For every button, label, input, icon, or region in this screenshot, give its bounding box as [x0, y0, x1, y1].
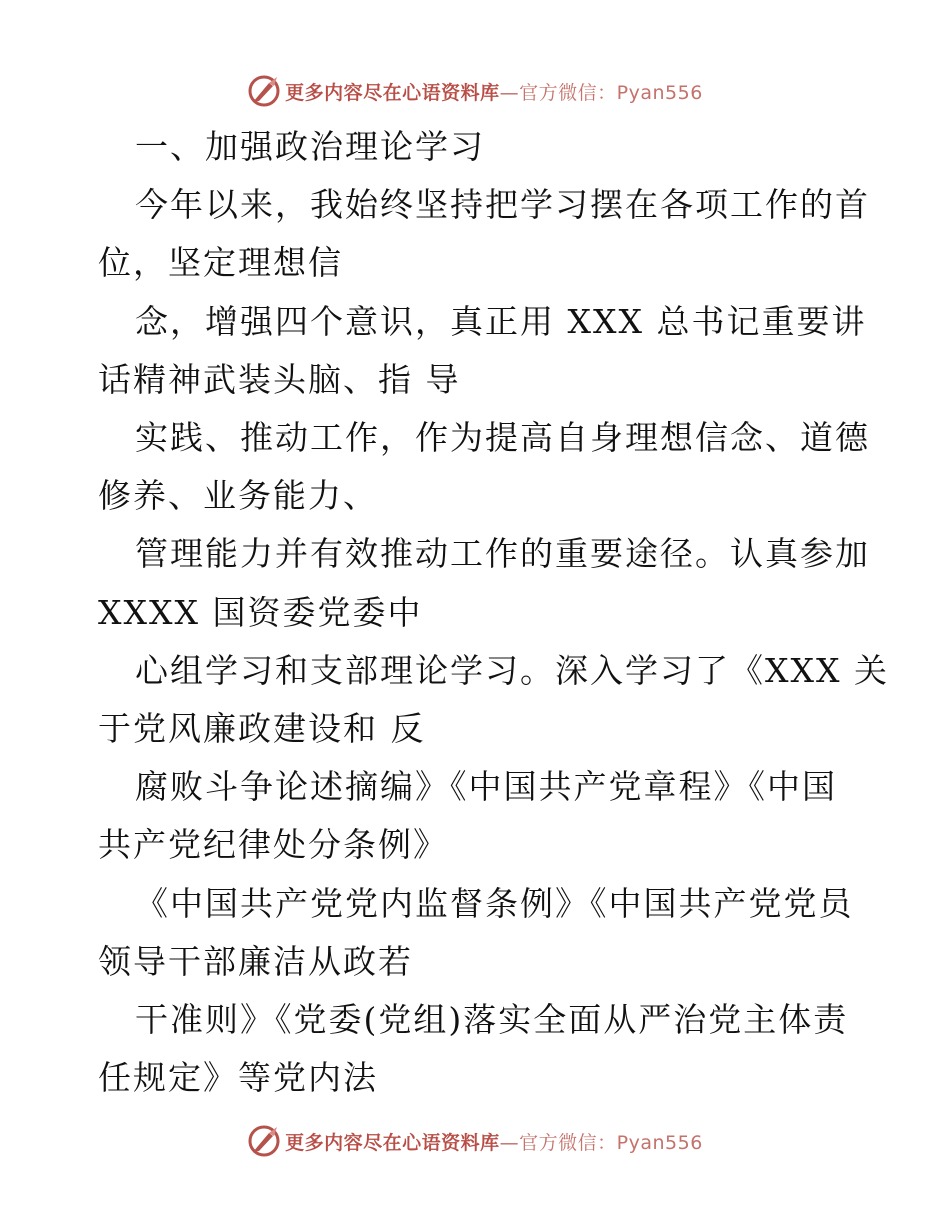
watermark-contact: 官方微信：Pyan556	[519, 81, 703, 104]
paragraph-line: 《中国共产党党内监督条例》《中国共产党党员	[135, 884, 854, 923]
quill-logo-icon	[247, 1124, 281, 1158]
paragraph-line: 领导干部廉洁从政若	[98, 942, 413, 981]
paragraph-line: 共产党纪律处分条例》	[98, 825, 448, 864]
watermark-contact: 官方微信：Pyan556	[519, 1131, 703, 1154]
paragraph-line: 于党风廉政建设和 反	[98, 709, 426, 748]
paragraph-line: 位，坚定理想信	[98, 243, 343, 282]
paragraph-line: 干准则》《党委(党组)落实全面从严治党主体责	[135, 1000, 849, 1039]
paragraph-line: 管理能力并有效推动工作的重要途径。认真参加	[135, 534, 870, 573]
paragraph-line: 话精神武装头脑、指 导	[98, 360, 461, 399]
paragraph-line: XXXX 国资委党委中	[98, 593, 423, 632]
paragraph-line: 今年以来，我始终坚持把学习摆在各项工作的首	[135, 185, 870, 224]
watermark-site: 更多内容尽在心语资料库	[285, 1131, 500, 1154]
paragraph-line: 修养、业务能力、	[98, 476, 378, 515]
watermark-site: 更多内容尽在心语资料库	[285, 81, 500, 104]
footer-watermark	[0, 1121, 950, 1161]
watermark-separator: —	[499, 81, 520, 104]
paragraph-line: 腐败斗争论述摘编》《中国共产党章程》《中国	[135, 767, 837, 806]
section-heading: 一、加强政治理论学习	[135, 127, 485, 166]
paragraph-line: 任规定》等党内法	[98, 1058, 378, 1097]
paragraph-line: 心组学习和支部理论学习。深入学习了《XXX 关	[135, 651, 889, 690]
watermark-text	[285, 1128, 703, 1155]
watermark-separator: —	[499, 1131, 520, 1154]
paragraph-line: 念，增强四个意识，真正用 XXX 总书记重要讲	[135, 302, 867, 341]
paragraph-line: 实践、推动工作，作为提高自身理想信念、道德	[135, 418, 870, 457]
